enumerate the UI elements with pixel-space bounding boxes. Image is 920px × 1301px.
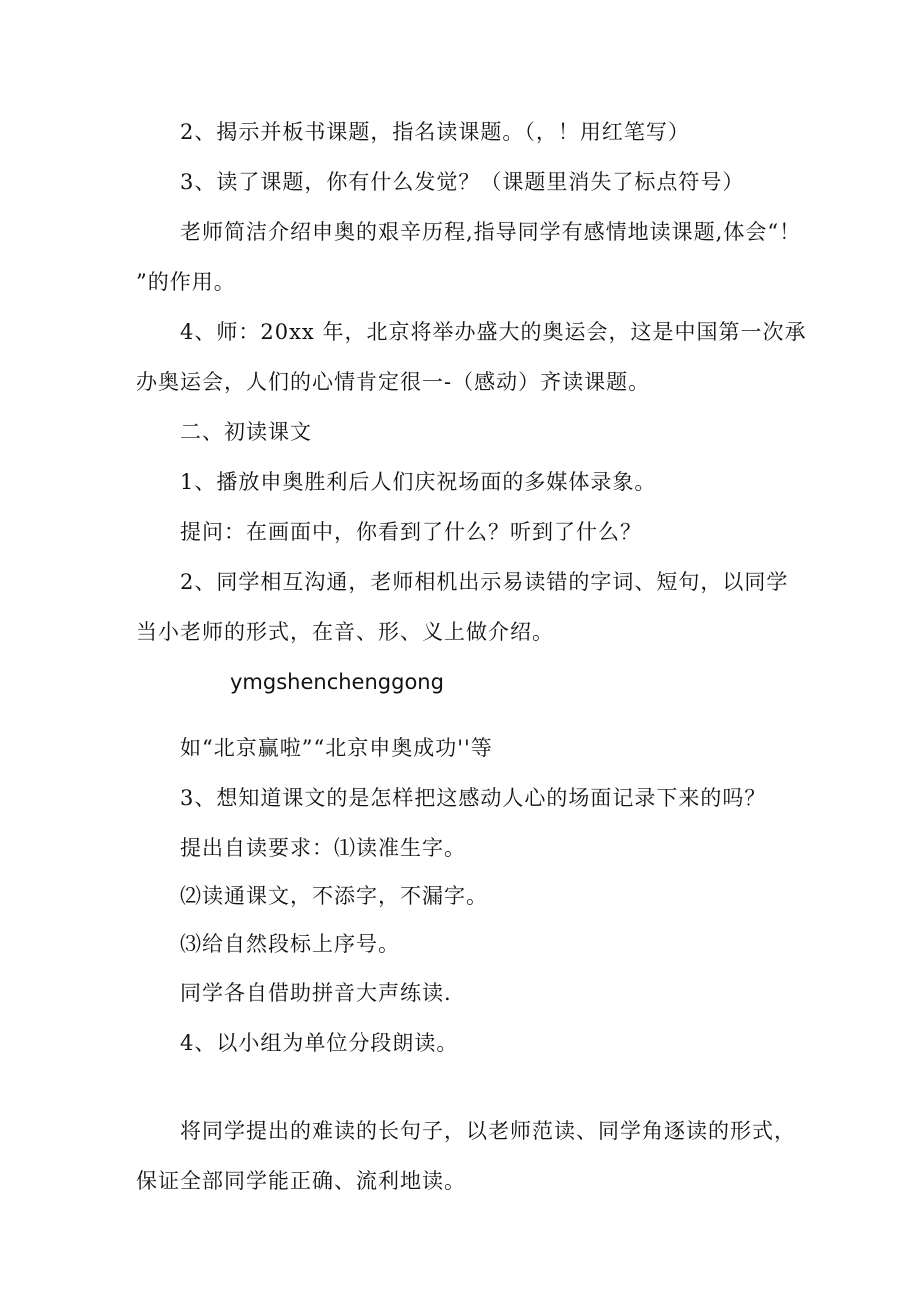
- paragraph-reading-requirement-2: ⑵读通课文，不添字，不漏字。: [180, 884, 488, 908]
- paragraph-long-sentences-line-1: 将同学提出的难读的长句子，以老师范读、同学角逐读的形式，: [180, 1119, 796, 1143]
- pinyin-line: ymgshenchenggong: [230, 670, 444, 694]
- paragraph-step-3-question: 3、想知道课文的是怎样把这感动人心的场面记录下来的吗？: [180, 786, 767, 810]
- section-heading-first-reading: 二、初读课文: [180, 420, 312, 444]
- paragraph-step-3: 3、读了课题，你有什么发觉？（课题里消失了标点符号）: [180, 170, 745, 194]
- paragraph-teacher-intro-line-2: ”的作用。: [136, 270, 236, 294]
- paragraph-step-4-line-2: 办奥运会，人们的心情肯定很一-（感动）齐读课题。: [136, 370, 651, 394]
- paragraph-group-reading: 4、以小组为单位分段朗读。: [180, 1031, 459, 1055]
- paragraph-reading-requirement-1: 提出自读要求：⑴读准生字。: [180, 836, 466, 860]
- paragraph-communication-line-1: 2、同学相互沟通，老师相机出示易读错的字词、短句，以同学: [180, 570, 789, 594]
- paragraph-long-sentences-line-2: 保证全部同学能正确、流利地读。: [136, 1169, 466, 1193]
- paragraph-communication-line-2: 当小老师的形式，在音、形、义上做介绍。: [136, 620, 554, 644]
- paragraph-question: 提问：在画面中，你看到了什么？听到了什么？: [180, 520, 642, 544]
- paragraph-self-reading: 同学各自借助拼音大声练读.: [180, 981, 452, 1005]
- paragraph-play-video: 1、播放申奥胜利后人们庆祝场面的多媒体录象。: [180, 470, 657, 494]
- paragraph-reading-requirement-3: ⑶给自然段标上序号。: [180, 932, 400, 956]
- paragraph-step-2: 2、揭示并板书课题，指名读课题。（，！用红笔写）: [180, 120, 690, 144]
- paragraph-examples: 如“北京赢啦”“北京申奥成功''等: [180, 736, 493, 760]
- paragraph-step-4-line-1: 4、师：20xx 年，北京将举办盛大的奥运会，这是中国第一次承: [180, 320, 807, 344]
- paragraph-teacher-intro-line-1: 老师简洁介绍申奥的艰辛历程,指导同学有感情地读课题,体会“！: [180, 220, 802, 244]
